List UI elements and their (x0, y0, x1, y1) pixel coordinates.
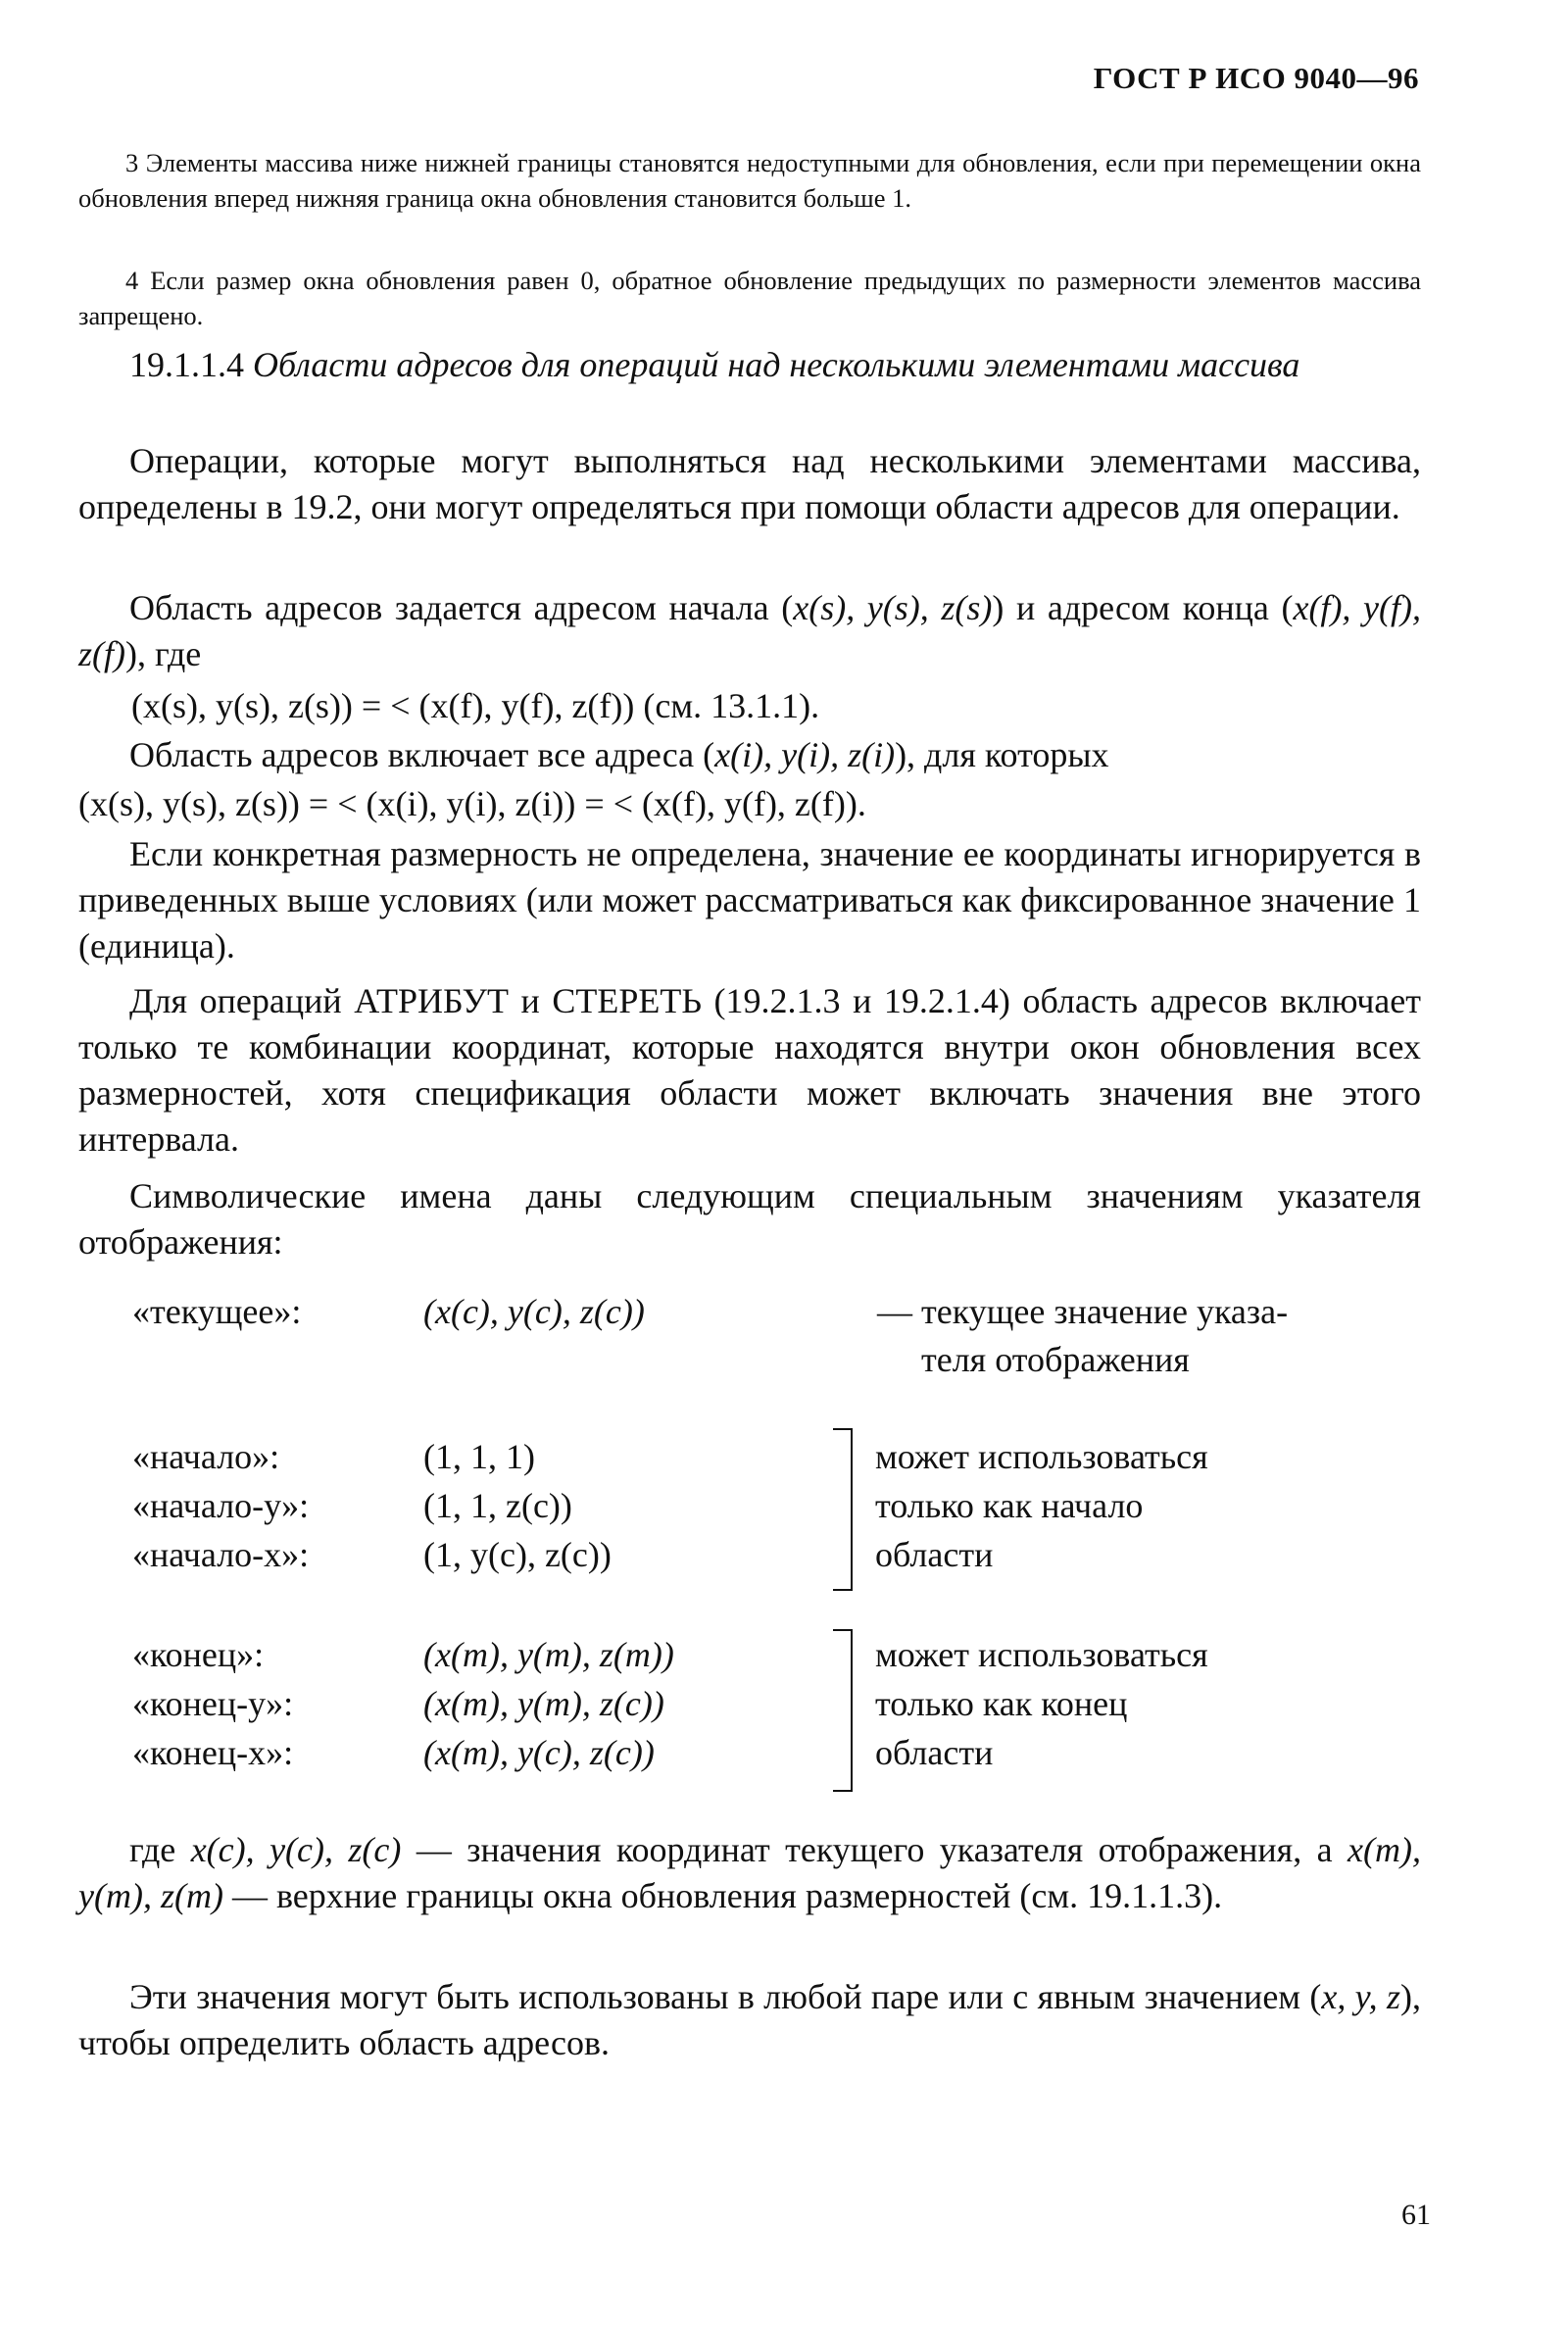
symbol-current-name: «текущее»: (132, 1292, 302, 1331)
index-address: x(i), y(i), z(i) (714, 735, 896, 774)
paragraph-range-includes (78, 732, 1421, 778)
text-fragment: ), для которых (895, 735, 1109, 774)
symbol-start-y-value: (1, 1, z(c)) (423, 1486, 572, 1525)
note-3-text: 3 Элементы массива ниже нижней границы становятся недоступными для обновления, если при перемещении окна обновления вперед нижняя граница окна обновления становится больше 1. (78, 148, 1421, 213)
symbol-end-value: (x(m), y(m), z(m)) (423, 1635, 674, 1674)
note-4 (78, 263, 1421, 333)
page-number: 61 (1401, 2199, 1431, 2231)
symbol-end-y-name: «конец-y»: (132, 1684, 294, 1723)
paragraph-address-range (78, 585, 1421, 677)
symbol-start-x-name: «начало-x»: (132, 1535, 310, 1574)
start-address: x(s), y(s), z(s) (793, 588, 993, 627)
max-coords: x(m), y(m), z(m) (78, 1830, 1421, 1915)
start-group-desc-3: области (875, 1535, 994, 1574)
start-group-desc-1: может использоваться (875, 1437, 1208, 1476)
formula-range-condition: (x(s), y(s), z(s)) = < (x(i), y(i), z(i)) = < (x(f), y(f), z(f)). (78, 784, 866, 823)
symbol-end-x-name: «конец-x»: (132, 1733, 294, 1772)
note-3 (78, 145, 1421, 216)
paragraph-usage (78, 1974, 1421, 2066)
symbol-end-y-value: (x(m), y(m), z(c)) (423, 1684, 664, 1723)
end-group-bracket (833, 1629, 853, 1792)
symbol-start-name: «начало»: (132, 1437, 280, 1476)
end-address: x(f), y(f), z(f) (78, 588, 1421, 673)
text-fragment: Эти значения могут быть использованы в любой паре или с явным значением ( (129, 1977, 1322, 2016)
paragraph-where (78, 1827, 1421, 1919)
paragraph-undefined-dimension: Если конкретная размерность не определена, значение ее координаты игнорируется в приведенных выше условиях (или может рассматриваться как фиксированное значение 1 (единица). (78, 834, 1421, 966)
text-fragment: — верхние границы окна обновления размерностей (см. 19.1.1.3). (222, 1876, 1223, 1915)
end-group-desc-3: области (875, 1733, 994, 1772)
symbol-start-x-value: (1, y(c), z(c)) (423, 1535, 612, 1574)
symbol-current-desc-cont: теля отображения (921, 1340, 1190, 1379)
symbol-end-name: «конец»: (132, 1635, 265, 1674)
section-title: Области адресов для операций над несколькими элементами массива (253, 345, 1300, 384)
symbol-end-x-value: (x(m), y(c), z(c)) (423, 1733, 655, 1772)
explicit-xyz: x, y, z (1321, 1977, 1401, 2016)
section-heading (78, 341, 1441, 388)
start-group-desc-2: только как начало (875, 1486, 1144, 1525)
end-group-desc-1: может использоваться (875, 1635, 1208, 1674)
formula-start-le-end: (x(s), y(s), z(s)) = < (x(f), y(f), z(f)) (см. 13.1.1). (131, 686, 820, 725)
symbol-current-desc: — текущее значение указа- (877, 1292, 1289, 1331)
symbol-current-value: (x(c), y(c), z(c)) (423, 1292, 645, 1331)
current-coords: x(c), y(c), z(c) (190, 1830, 402, 1869)
text-fragment: Область адресов задается адресом начала ( (129, 588, 794, 627)
text-fragment: Область адресов включает все адреса ( (129, 735, 715, 774)
paragraph-symbolic-names: Символические имена даны следующим специальным значениям указателя отображения: (78, 1176, 1421, 1262)
end-group-desc-2: только как конец (875, 1684, 1128, 1723)
paragraph-operations: Операции, которые могут выполняться над несколькими элементами массива, определены в 19.2, они могут определяться при помощи области адресов для операции. (78, 441, 1421, 526)
text-fragment: ) и адресом конца ( (992, 588, 1294, 627)
note-4-text: 4 Если размер окна обновления равен 0, обратное обновление предыдущих по размерности элементов массива запрещено. (78, 266, 1421, 330)
text-fragment: — значения координат текущего указателя отображения, а (401, 1830, 1348, 1869)
text-fragment: ), чтобы определить область адресов. (78, 1977, 1422, 2062)
section-number: 19.1.1.4 (129, 345, 244, 384)
symbol-start-y-name: «начало-y»: (132, 1486, 310, 1525)
text-fragment: где (129, 1830, 191, 1869)
symbol-start-value: (1, 1, 1) (423, 1437, 535, 1476)
standard-header: ГОСТ Р ИСО 9040—96 (1093, 61, 1419, 95)
text-fragment: ), где (125, 634, 202, 673)
start-group-bracket (833, 1428, 853, 1591)
paragraph-attribute-erase: Для операций АТРИБУТ и СТЕРЕТЬ (19.2.1.3 и 19.2.1.4) область адресов включает только те комбинации координат, которые находятся внутри окон обновления всех размерностей, хотя спецификация области может включать значения вне этого интервала. (78, 981, 1421, 1159)
